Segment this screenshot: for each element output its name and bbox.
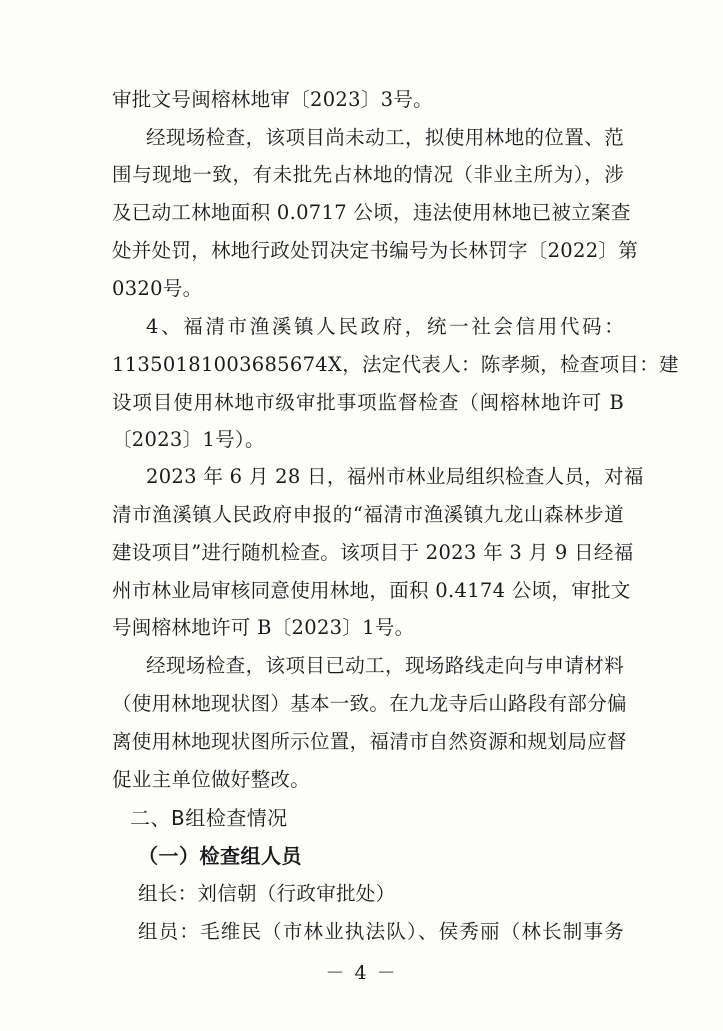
paragraph-line: 经现场检查，该项目尚未动工，拟使用林地的位置、范 [146,126,624,149]
paragraph-line: 号闽榕林地许可 B〔2023〕1号。 [112,616,415,639]
paragraph-line: 设项目使用林地市级审批事项监督检查（闽榕林地许可 B [112,391,624,414]
paragraph-line: 经现场检查，该项目已动工，现场路线走向与申请材料 [146,654,624,677]
paragraph-line: 促业主单位做好整改。 [112,768,311,791]
paragraph-line: 4、福清市渔溪镇人民政府，统一社会信用代码： [146,315,624,338]
page-number: － 4 － [325,962,398,984]
paragraph-line: 〔2023〕1号）。 [112,428,265,451]
paragraph-line: 审批文号闽榕林地审〔2023〕3号。 [112,88,433,111]
paragraph-line: 处并处罚，林地行政处罚决定书编号为长林罚字〔2022〕第 [112,239,639,262]
subsection-heading: （一）检查组人员 [138,844,302,868]
team-members-line: 组员：毛维民（市林业执法队）、侯秀丽（林长制事务 [138,920,624,943]
paragraph-line: 0320号。 [112,277,203,300]
paragraph-line: 州市林业局审核同意使用林地，面积 0.4174 公顷，审批文 [112,579,631,602]
paragraph-line: 2023 年 6 月 28 日，福州市林业局组织检查人员，对福 [146,465,644,488]
paragraph-line: （使用林地现状图）基本一致。在九龙寺后山路段有部分偏 [112,692,627,715]
paragraph-line: 及已动工林地面积 0.0717 公顷，违法使用林地已被立案查 [112,201,631,224]
paragraph-line: 围与现地一致，有未批先占林地的情况（非业主所为），涉 [112,163,624,186]
team-leader-line: 组长：刘信朝（行政审批处） [138,882,396,905]
section-heading: 二、B组检查情况 [130,806,288,830]
paragraph-line: 离使用林地现状图所示位置，福清市自然资源和规划局应督 [112,730,627,753]
paragraph-line: 清市渔溪镇人民政府申报的“福清市渔溪镇九龙山森林步道 [112,503,624,526]
paragraph-line: 11350181003685674X，法定代表人：陈孝频，检查项目：建 [112,353,679,376]
paragraph-line: 建设项目”进行随机检查。该项目于 2023 年 3 月 9 日经福 [112,541,634,564]
